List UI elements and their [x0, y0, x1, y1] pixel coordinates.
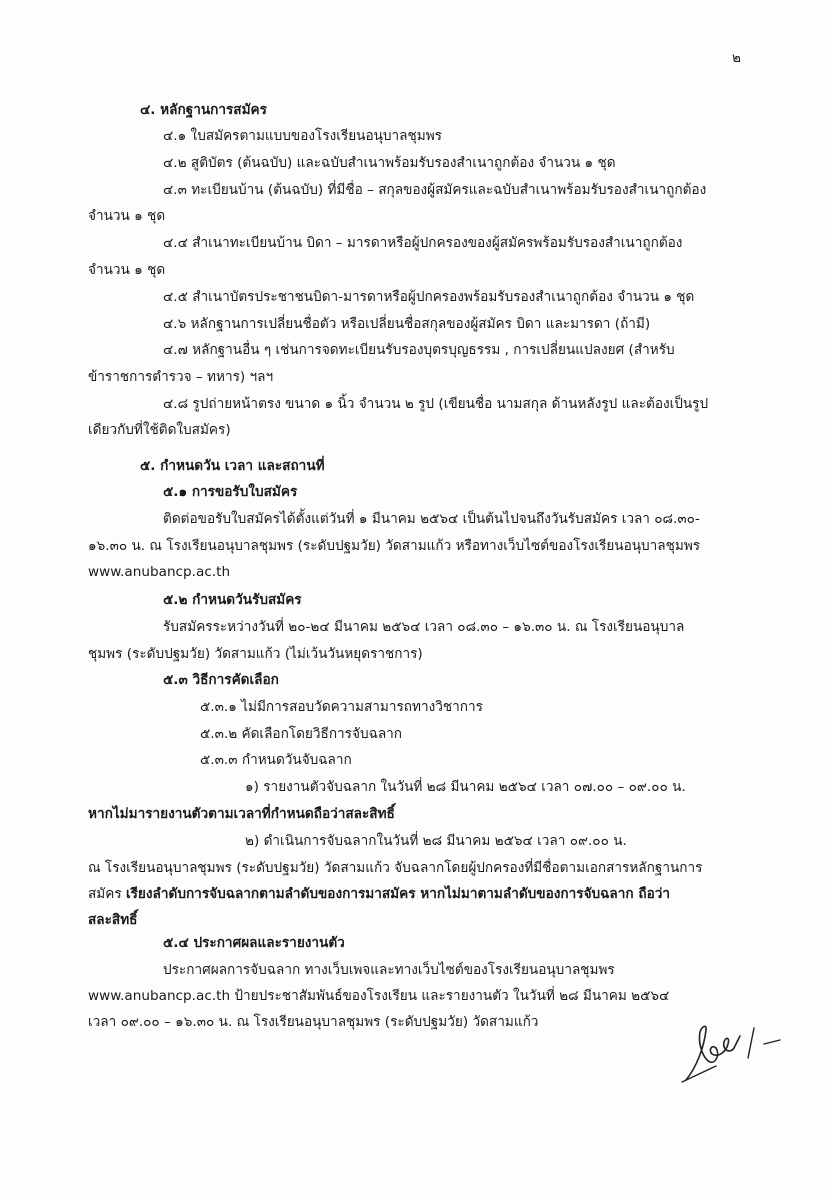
section-5-3-1: ๕.๓.๑ ไม่มีการสอบวัดความสามารถทางวิชาการ — [200, 699, 483, 715]
item-4-2: ๔.๒ สูติบัตร (ต้นฉบับ) และฉบับสำเนาพร้อมรับรองสำเนาถูกต้อง จำนวน ๑ ชุด — [163, 155, 616, 171]
item-4-6: ๔.๖ หลักฐานการเปลี่ยนชื่อตัว หรือเปลี่ยนชื่อสกุลของผู้สมัคร บิดา และมารดา (ถ้ามี) — [163, 316, 651, 332]
item-4-5: ๔.๕ สำเนาบัตรประชาชนบิดา-มารดาหรือผู้ปกครองพร้อมรับรองสำเนาถูกต้อง จำนวน ๑ ชุด — [163, 289, 695, 305]
section-5-3-3-item-2-line-2: ณ โรงเรียนอนุบาลชุมพร (ระดับปฐมวัย) วัดสามแก้ว จับฉลากโดยผู้ปกครองที่มีชื่อตามเอกสารหลักฐานการ — [88, 860, 703, 876]
section-5-1-line-2: ๑๖.๓๐ น. ณ โรงเรียนอนุบาลชุมพร (ระดับปฐมวัย) วัดสามแก้ว หรือทางเว็บไซต์ของโรงเรียนอนุบาลชุมพร — [88, 538, 701, 554]
website-url: www.anubancp.ac.th — [88, 564, 231, 580]
section-5-3-2: ๕.๓.๒ คัดเลือกโดยวิธีการจับฉลาก — [200, 726, 403, 742]
item-4-4-line-2: จำนวน ๑ ชุด — [88, 262, 166, 278]
item-4-3-line-1: ๔.๓ ทะเบียนบ้าน (ต้นฉบับ) ที่มีชื่อ – สกุลของผู้สมัครและฉบับสำเนาพร้อมรับรองสำเนาถูกต้อง — [163, 182, 707, 198]
item-4-3-line-2: จำนวน ๑ ชุด — [88, 208, 166, 224]
section-5-3-3-item-2-line-4: สละสิทธิ์ — [88, 912, 138, 928]
section-5-3-3-item-1-line-1: ๑) รายงานตัวจับฉลาก ในวันที่ ๒๘ มีนาคม ๒๕๖๔ เวลา ๐๗.๐๐ – ๐๙.๐๐ น. — [245, 779, 686, 795]
section-5-1-line-1: ติดต่อขอรับใบสมัครได้ตั้งแต่วันที่ ๑ มีนาคม ๒๕๖๔ เป็นต้นไปจนถึงวันรับสมัคร เวลา ๐๘.๓๐- — [163, 511, 700, 527]
section-5-1-heading: ๕.๑ การขอรับใบสมัคร — [163, 484, 298, 500]
signature-mark — [676, 1018, 796, 1088]
section-5-4-heading: ๕.๔ ประกาศผลและรายงานตัว — [163, 935, 345, 951]
section-5-heading: ๕. กำหนดวัน เวลา และสถานที่ — [140, 458, 325, 474]
section-5-4-line-3: เวลา ๐๙.๐๐ – ๑๖.๓๐ น. ณ โรงเรียนอนุบาลชุมพร (ระดับปฐมวัย) วัดสามแก้ว — [88, 1014, 539, 1030]
section-5-3-3-item-1-line-2: หากไม่มารายงานตัวตามเวลาที่กำหนดถือว่าสละสิทธิ์ — [88, 806, 395, 822]
section-5-3-3-item-2-line-1: ๒) ดำเนินการจับฉลากในวันที่ ๒๘ มีนาคม ๒๕๖๔ เวลา ๐๙.๐๐ น. — [245, 833, 627, 849]
section-4-heading: ๔. หลักฐานการสมัคร — [140, 102, 267, 118]
section-5-3-3-item-2-line-3-bold: เรียงลำดับการจับฉลากตามลำดับของการมาสมัคร หากไม่มาตามลำดับของการจับฉลาก ถือว่า — [125, 886, 671, 902]
item-4-8-line-2: เดียวกับที่ใช้ติดใบสมัคร) — [88, 422, 231, 438]
section-5-3-3-item-2-line-3-plain: สมัคร — [88, 886, 126, 902]
section-5-2-line-2: ชุมพร (ระดับปฐมวัย) วัดสามแก้ว (ไม่เว้นวันหยุดราชการ) — [88, 646, 423, 662]
section-5-4-line-1: ประกาศผลการจับฉลาก ทางเว็บเพจและทางเว็บไซต์ของโรงเรียนอนุบาลชุมพร — [163, 962, 615, 978]
section-5-2-line-1: รับสมัครระหว่างวันที่ ๒๐-๒๔ มีนาคม ๒๕๖๔ เวลา ๐๘.๓๐ – ๑๖.๓๐ น. ณ โรงเรียนอนุบาล — [163, 619, 685, 635]
item-4-7-line-1: ๔.๗ หลักฐานอื่น ๆ เช่นการจดทะเบียนรับรองบุตรบุญธรรม , การเปลี่ยนแปลงยศ (สำหรับ — [163, 342, 675, 358]
section-5-3-3: ๕.๓.๓ กำหนดวันจับฉลาก — [200, 752, 352, 768]
page-number: ๒ — [732, 50, 741, 66]
item-4-1: ๔.๑ ใบสมัครตามแบบของโรงเรียนอนุบาลชุมพร — [163, 128, 442, 144]
item-4-8-line-1: ๔.๘ รูปถ่ายหน้าตรง ขนาด ๑ นิ้ว จำนวน ๒ รูป (เขียนชื่อ นามสกุล ด้านหลังรูป และต้องเป็นรูป — [163, 396, 709, 412]
item-4-4-line-1: ๔.๔ สำเนาทะเบียนบ้าน บิดา – มารดาหรือผู้ปกครองของผู้สมัครพร้อมรับรองสำเนาถูกต้อง — [163, 235, 683, 251]
section-5-4-line-2: www.anubancp.ac.th ป้ายประชาสัมพันธ์ของโรงเรียน และรายงานตัว ในวันที่ ๒๘ มีนาคม ๒๕๖๔ — [88, 988, 670, 1004]
section-5-3-heading: ๕.๓ วิธีการคัดเลือก — [163, 672, 279, 688]
section-5-3-3-item-2-line-3 — [88, 884, 670, 904]
section-5-2-heading: ๕.๒ กำหนดวันรับสมัคร — [163, 592, 302, 608]
item-4-7-line-2: ข้าราชการตำรวจ – ทหาร) ฯลฯ — [88, 369, 274, 385]
